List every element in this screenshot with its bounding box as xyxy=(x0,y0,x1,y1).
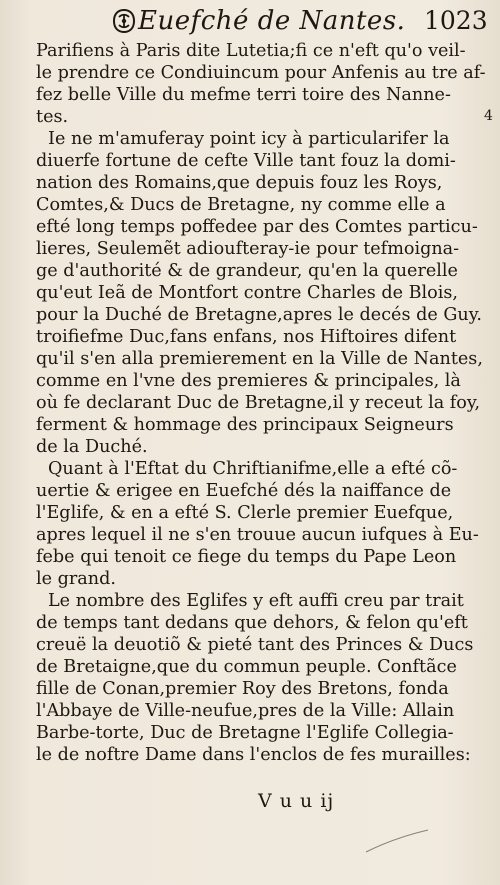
text-line: comme en l'vne des premieres & principales, là xyxy=(36,371,461,391)
text-line: Barbe-torte, Duc de Bretagne l'Eglife Collegia- xyxy=(36,723,454,743)
text-line: le prendre ce Condiuincum pour Anfenis au tre af- xyxy=(36,63,486,83)
pen-stroke-icon xyxy=(362,826,432,856)
text-line: le grand. xyxy=(36,569,116,589)
text-line: l'Eglife, & en a efté S. Clerle premier Euefque, xyxy=(36,503,454,523)
text-line: uertie & erigee en Euefché dés la naiffance de xyxy=(36,481,452,501)
text-line: Comtes,& Ducs de Bretagne, ny comme elle a xyxy=(36,195,446,215)
text-line: qu'eut Ieã de Montfort contre Charles de Blois, xyxy=(36,283,459,303)
text-line: de la Duché. xyxy=(36,437,148,457)
text-line: lieres, Seulemẽt adioufteray-ie pour tefmoigna- xyxy=(36,239,460,259)
running-title: Euefché de Nantes. xyxy=(138,6,406,36)
text-line: efté long temps poffedee par des Comtes particu- xyxy=(36,217,478,237)
margin-mark: 4 xyxy=(484,108,493,124)
page-number: 1023 xyxy=(424,6,488,35)
page-header xyxy=(0,4,500,42)
text-line: de Bretaigne,que du commun peuple. Conftãce xyxy=(36,657,457,677)
printers-ornament-icon xyxy=(112,8,136,34)
text-line: diuerfe fortune de cefte Ville tant fouz la domi- xyxy=(36,151,456,171)
text-line: ferment & hommage des principaux Seigneurs xyxy=(36,415,454,435)
text-line: creuë la deuotiõ & pieté tant des Princes & Ducs xyxy=(36,635,474,655)
signature-mark: V u u ij xyxy=(258,790,335,812)
body-text xyxy=(36,40,486,766)
text-line: qu'il s'en alla premierement en la Ville de Nantes, xyxy=(36,349,483,369)
text-line: Ie ne m'amuferay point icy à particularifer la xyxy=(48,129,450,149)
text-line: pour la Duché de Bretagne,apres le decés de Guy. xyxy=(36,305,482,325)
text-line: l'Abbaye de Ville-neufue,pres de la Ville: Allain xyxy=(36,701,455,721)
text-line: Le nombre des Eglifes y eft auffi creu par trait xyxy=(48,591,464,611)
text-line: apres lequel il ne s'en trouue aucun iufques à Eu- xyxy=(36,525,479,545)
text-line: Quant à l'Eftat du Chriftianifme,elle a efté cõ- xyxy=(48,459,458,479)
text-line: fez belle Ville du mefme terri toire des Nanne- xyxy=(36,85,451,105)
text-line: tes. xyxy=(36,107,69,127)
text-line: fille de Conan,premier Roy des Bretons, fonda xyxy=(36,679,449,699)
text-line: le de noftre Dame dans l'enclos de fes murailles: xyxy=(36,745,471,765)
text-line: Parifiens à Paris dite Lutetia;fi ce n'eft qu'o veil- xyxy=(36,41,466,61)
text-line: de temps tant dedans que dehors, & felon qu'eft xyxy=(36,613,468,633)
text-line: troifiefme Duc,fans enfans, nos Hiftoires difent xyxy=(36,327,457,347)
text-line: ge d'authorité & de grandeur, qu'en la querelle xyxy=(36,261,458,281)
text-line: nation des Romains,que depuis fouz les Roys, xyxy=(36,173,443,193)
text-line: où fe declarant Duc de Bretagne,il y receut la foy, xyxy=(36,393,481,413)
text-line: febe qui tenoit ce fiege du temps du Pape Leon xyxy=(36,547,457,567)
